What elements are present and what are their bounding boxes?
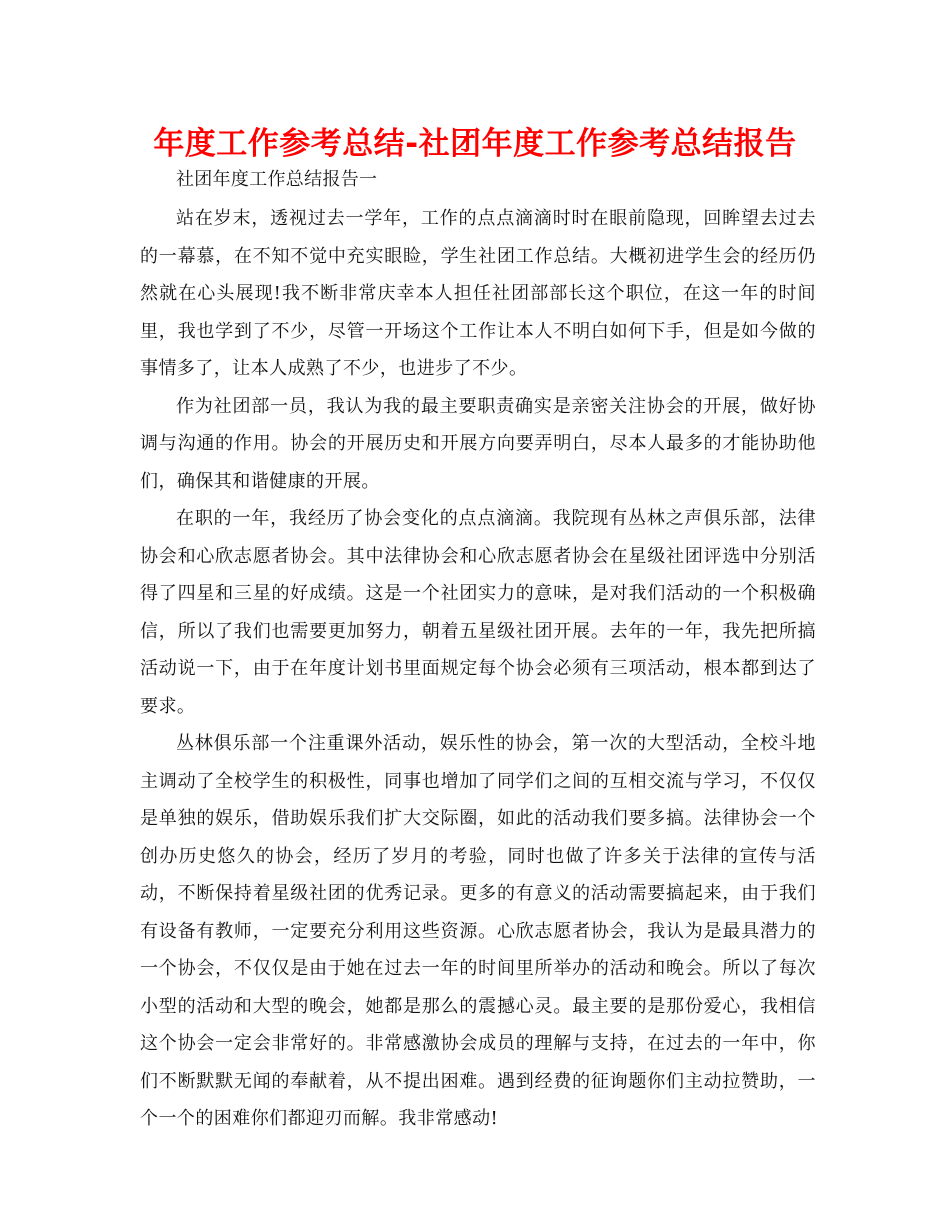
body-paragraph: 在职的一年，我经历了协会变化的点点滴滴。我院现有丛林之声俱乐部，法律协会和心欣志愿者协会。其中法律协会和心欣志愿者协会在星级社团评选中分别活得了四星和三星的好成绩。这是一个社团实力的意味，是对我们活动的一个积极确信，所以了我们也需要更加努力，朝着五星级社团开展。去年的一年，我先把所搞活动说一下，由于在年度计划书里面规定每个协会必须有三项活动，根本都到达了要求。 [140, 508, 816, 717]
section-subheading: 社团年度工作总结报告一 [176, 169, 378, 190]
body-paragraph: 站在岁末，透视过去一学年，工作的点点滴滴时时在眼前隐现，回眸望去过去的一幕慕，在不知不觉中充实眼睑，学生社团工作总结。大概初进学生会的经历仍然就在心头展现!我不断非常庆幸本人担任社团部部长这个职位，在这一年的时间里，我也学到了不少，尽管一开场这个工作让本人不明白如何下手，但是如今做的事情多了，让本人成熟了不少，也进步了不少。 [140, 208, 816, 379]
body-paragraph: 丛林俱乐部一个注重课外活动，娱乐性的协会，第一次的大型活动，全校斗地主调动了全校学生的积极性，同事也增加了同学们之间的互相交流与学习，不仅仅是单独的娱乐，借助娱乐我们扩大交际圈，如此的活动我们要多搞。法律协会一个创办历史悠久的协会，经历了岁月的考验，同时也做了许多关于法律的宣传与活动，不断保持着星级社团的优秀记录。更多的有意义的活动需要搞起来，由于我们有设备有教师，一定要充分利用这些资源。心欣志愿者协会，我认为是最具潜力的一个协会，不仅仅是由于她在过去一年的时间里所举办的活动和晚会。所以了每次小型的活动和大型的晚会，她都是那么的震撼心灵。最主要的是那份爱心，我相信这个协会一定会非常好的。非常感激协会成员的理解与支持，在过去的一年中，你们不断默默无闻的奉献着，从不提出困难。遇到经费的征询题你们主动拉赞助，一个一个的困难你们都迎刃而解。我非常感动! [140, 733, 816, 1129]
document-title: 年度工作参考总结-社团年度工作参考总结报告 [153, 126, 797, 162]
document-body [140, 166, 816, 1138]
body-paragraph: 作为社团部一员，我认为我的最主要职责确实是亲密关注协会的开展，做好协调与沟通的作用。协会的开展历史和开展方向要弄明白，尽本人最多的才能协助他们，确保其和谐健康的开展。 [140, 395, 816, 492]
